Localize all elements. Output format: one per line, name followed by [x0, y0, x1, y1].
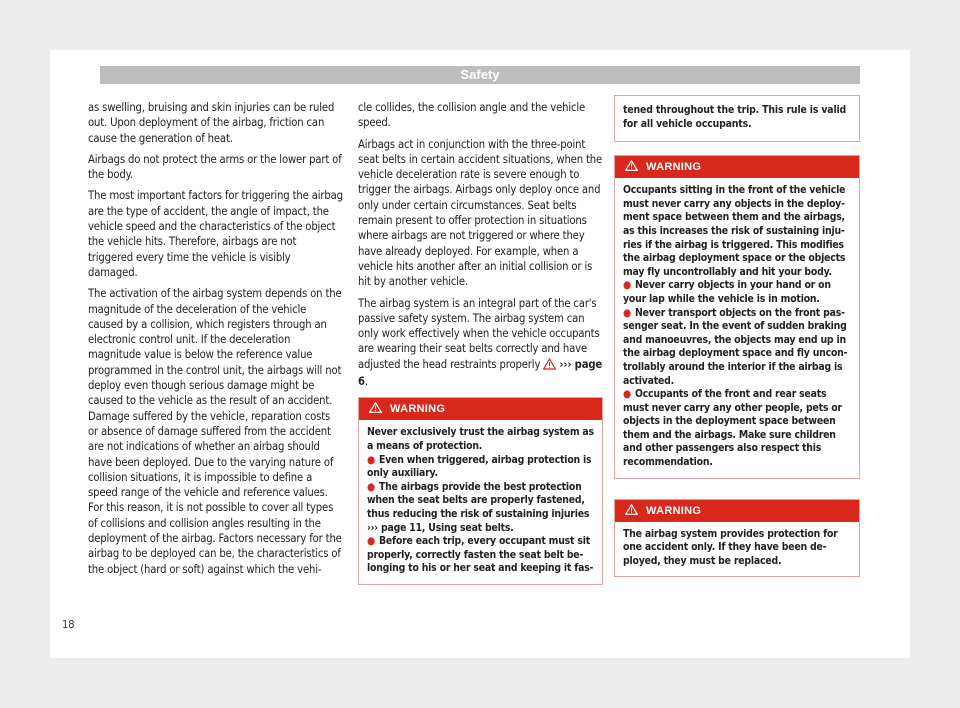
bullet-icon: ●: [623, 306, 631, 319]
list-item: [623, 388, 851, 470]
section-header: Safety: [100, 66, 860, 84]
warning-triangle-icon: [543, 358, 556, 374]
column-1: [88, 100, 343, 583]
list-item: [367, 454, 594, 481]
paragraph: Airbags do not protect the arms or the lower part of the body.: [88, 152, 342, 182]
continuation-text: tened throughout the trip. This rule is valid for all vehicle occupants.: [623, 104, 847, 130]
paragraph: cle collides, the collision angle and the vehicle speed.: [358, 101, 586, 130]
warning-box: [614, 155, 860, 478]
bullet-icon: ●: [367, 535, 375, 548]
punctuation: .: [510, 521, 514, 534]
paragraph: The activation of the airbag system depends on the magnitude of the deceleration of the vehicle caused by a collision, which registers through an electronic control unit. If the deceleration magnitude value is below the reference value programmed in the control unit, the airbags will not deploy even though serious damage might be caused to the vehicle as the result of an accident. Damage suffered by the vehicle, reparation costs or absence of damage suffered from the accident are not indications of whether an airbag should have been deployed. Due to the varying nature of collision situations, it is impossible to define a speed range of the vehicle and reference values. For this reason, it is not possible to cover all types of collisions and collision angles resulting in the deployment of the airbag. Factors necessary for the airbag to be deployed can be, the characteristics of the object (hard or soft) against which the vehi-: [88, 287, 342, 576]
list-item-text: Before each trip, every occupant must sit properly, correctly fasten the seat belt belonging to his or her seat and keeping it fas-: [367, 535, 594, 575]
warning-label: WARNING: [646, 161, 702, 174]
paragraph: as swelling, bruising and skin injuries can be ruled out. Upon deployment of the airbag, friction can cause the generation of heat.: [88, 101, 335, 145]
warning-header: [359, 398, 602, 420]
paragraph-text: The airbag system is an integral part of the car's passive safety system. The airbag system can only work effectively when the vehicle occupants are wearing their seat belts correctly and have adjusted the head restraints properly: [358, 296, 600, 371]
paragraph: The most important factors for triggering the airbag are the type of accident, the angle of impact, the vehicle speed and the characteristics of the object the vehicle hits. Therefore, airbags are not triggered every time the vehicle is visibly damaged.: [88, 189, 343, 279]
bullet-icon: ●: [623, 388, 631, 401]
warning-body: [359, 420, 602, 584]
page-reference-link[interactable]: ››› page 11, Using seat belts: [367, 521, 511, 534]
warning-header: [615, 156, 859, 178]
list-item: [367, 535, 594, 576]
page-reference-link[interactable]: ››› page 6: [358, 357, 603, 389]
warning-header: [615, 500, 859, 522]
list-item: [367, 481, 594, 535]
warning-intro: Never exclusively trust the airbag system as a means of protection.: [367, 426, 594, 452]
list-item-text: The airbags provide the best protection when the seat belts are properly fastened, thus reducing the risk of sustaining injuries: [367, 480, 590, 520]
punctuation: .: [364, 375, 368, 389]
list-item: [623, 307, 851, 389]
list-item-text: Never carry objects in your hand or on your lap while the vehicle is in motion.: [623, 279, 831, 305]
bullet-icon: ●: [367, 453, 375, 466]
warning-label: WARNING: [390, 403, 446, 416]
list-item-text: Occupants of the front and rear seats must never carry any other people, pets or objects in the deployment space between them and the airbags. Make sure children and other passengers also respect this recommendation.: [623, 388, 842, 469]
page-number: 18: [62, 618, 75, 631]
list-item-text: Never transport objects on the front passenger seat. In the event of sudden braking and manoeuvres, the objects may end up in the airbag deployment space and fly uncontrollably around the interior if the airbag is activated.: [623, 306, 848, 387]
bullet-icon: ●: [623, 279, 631, 292]
warning-label: WARNING: [646, 504, 702, 517]
warning-body: [615, 522, 859, 577]
warning-triangle-icon: [369, 398, 382, 420]
warning-box: [358, 397, 603, 585]
paragraph: [358, 296, 603, 390]
warning-intro: Occupants sitting in the front of the vehicle must never carry any objects in the deployment space between them and the airbags, as this increases the risk of sustaining injuries if the airbag is triggered. This modifies the airbag deployment space or the objects may fly uncontrollably and hit your body.: [623, 184, 846, 278]
warning-box: [614, 499, 860, 578]
list-item-text: Even when triggered, airbag protection is only auxiliary.: [367, 453, 592, 480]
column-3: [614, 95, 860, 577]
warning-triangle-icon: [625, 156, 638, 178]
paragraph: Airbags act in conjunction with the three-point seat belts in certain accident situations, when the vehicle deceleration rate is severe enough to trigger the airbags. Airbags only deploy once and only under certain circumstances. Seat belts remain present to offer protection in situations where airbags are not triggered or where they have already deployed. For example, when a vehicle hits another after an initial collision or is hit by another vehicle.: [358, 137, 603, 289]
column-2: [358, 100, 603, 585]
warning-triangle-icon: [625, 500, 638, 522]
warning-continuation-box: [614, 95, 860, 142]
list-item: [623, 279, 851, 306]
bullet-icon: ●: [367, 480, 375, 493]
warning-body: [615, 178, 859, 477]
warning-text: The airbag system provides protection for one accident only. If they have been deployed, they must be replaced.: [623, 527, 838, 567]
